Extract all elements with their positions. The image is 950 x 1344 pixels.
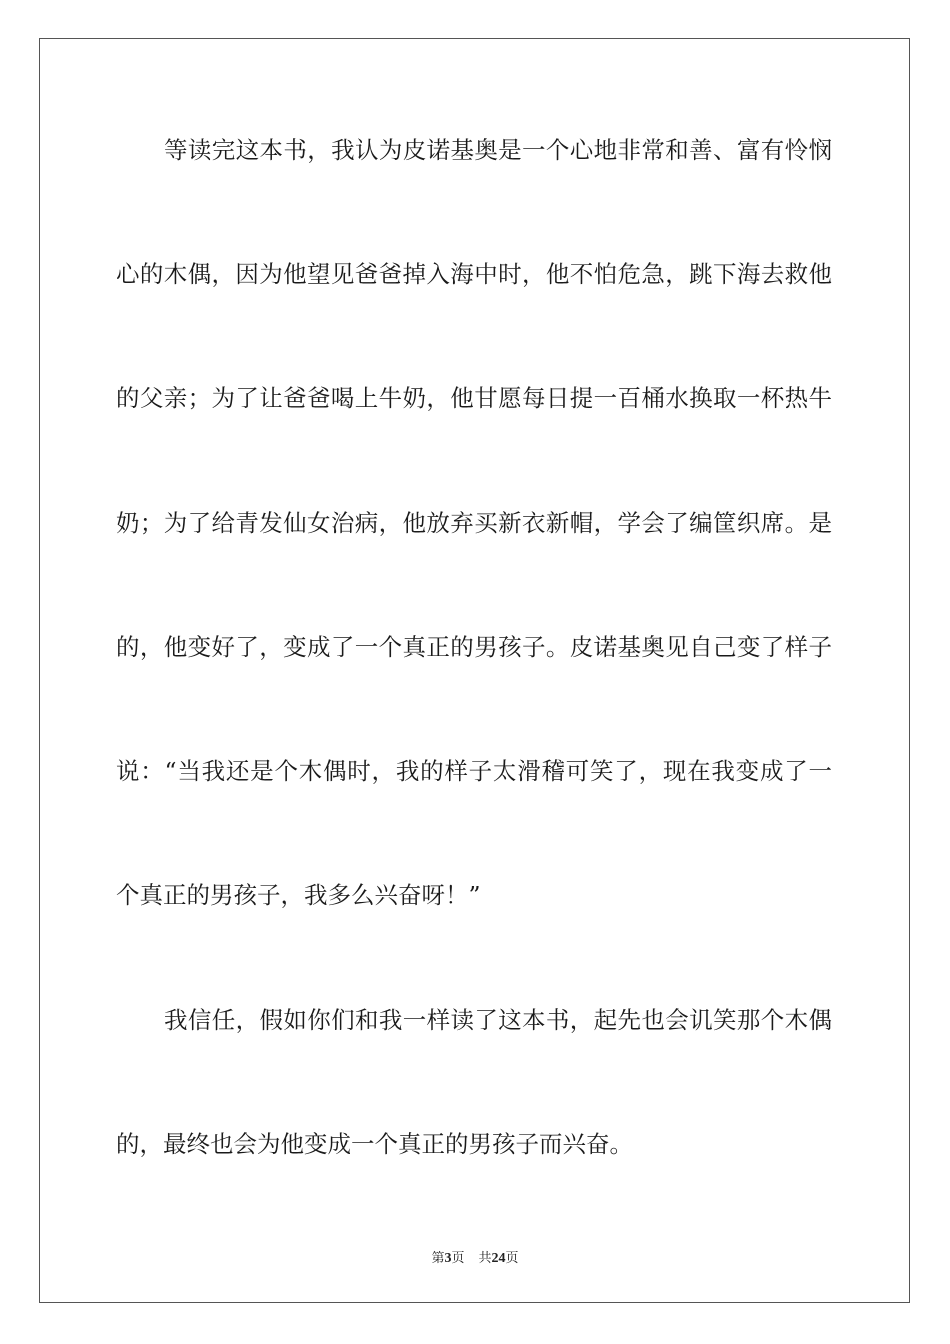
footer-total-suffix: 页 bbox=[505, 1251, 519, 1266]
page-frame bbox=[39, 38, 910, 1303]
paragraph-1-line-2: 心的木偶，因为他望见爸爸掉入海中时，他不怕危急，跳下海去救他 bbox=[116, 260, 832, 288]
paragraph-2-line-2: 的，最终也会为他变成一个真正的男孩子而兴奋。 bbox=[116, 1130, 633, 1158]
paragraph-1-line-4: 奶；为了给青发仙女治病，他放弃买新衣新帽，学会了编筐织席。是 bbox=[116, 509, 832, 537]
footer-page-prefix: 第 bbox=[431, 1251, 445, 1266]
paragraph-1-line-3: 的父亲；为了让爸爸喝上牛奶，他甘愿每日提一百桶水换取一杯热牛 bbox=[116, 384, 832, 412]
footer-page-suffix: 页 bbox=[451, 1251, 465, 1266]
paragraph-1-line-6: 说：“当我还是个木偶时，我的样子太滑稽可笑了，现在我变成了一 bbox=[116, 757, 832, 785]
paragraph-2-line-1: 我信任，假如你们和我一样读了这本书，起先也会讥笑那个木偶 bbox=[164, 1006, 832, 1034]
footer-total-pages: 24 bbox=[491, 1251, 506, 1266]
page-footer bbox=[0, 1247, 950, 1267]
paragraph-1-line-1: 等读完这本书，我认为皮诺基奥是一个心地非常和善、富有怜悯 bbox=[164, 136, 832, 164]
footer-total-prefix: 共 bbox=[478, 1251, 492, 1266]
paragraph-1-line-5: 的，他变好了，变成了一个真正的男孩子。皮诺基奥见自己变了样子 bbox=[116, 633, 832, 661]
paragraph-1-line-7: 个真正的男孩子，我多么兴奋呀！” bbox=[116, 881, 481, 909]
footer-page-number: 3 bbox=[444, 1251, 452, 1266]
